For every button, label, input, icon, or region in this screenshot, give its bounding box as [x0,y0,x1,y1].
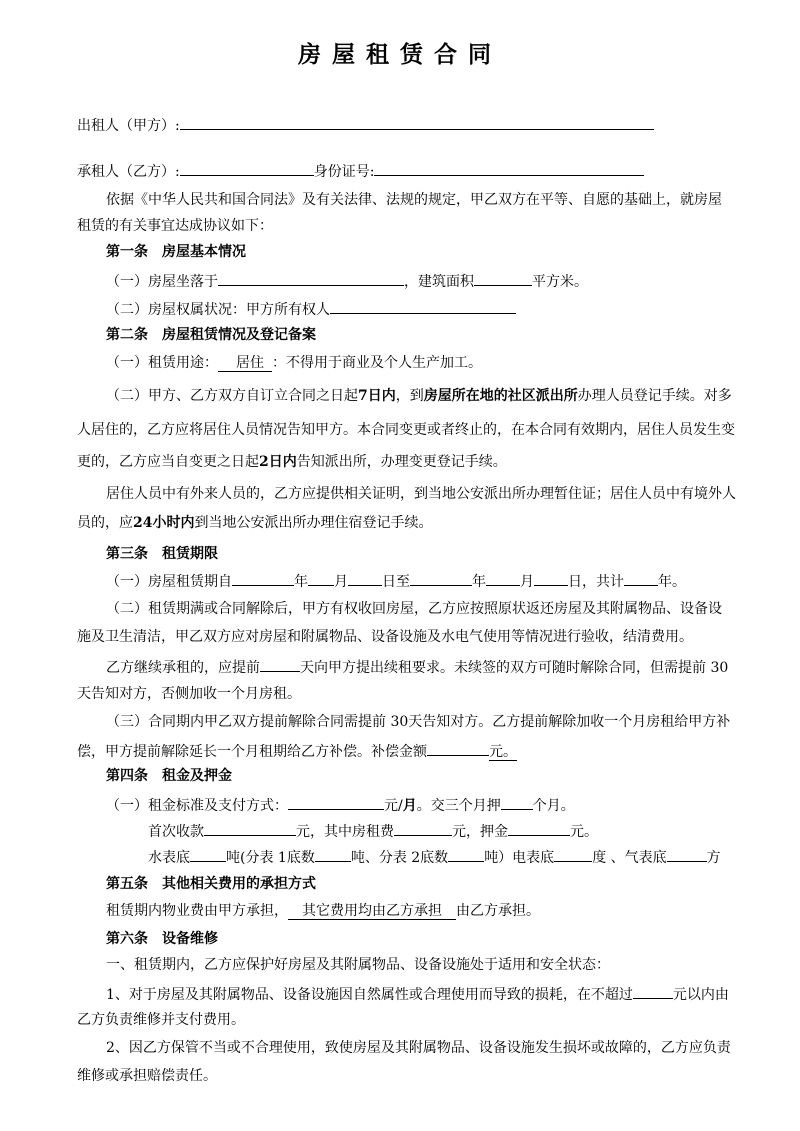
start-day-blank[interactable] [348,570,382,586]
electric-meter-blank[interactable] [554,846,592,862]
article-2-item-2-line-3 [77,452,507,472]
end-day-blank[interactable] [534,570,568,586]
text: ，到 [395,388,424,404]
text: 吨）电表底 [484,850,555,866]
start-year-blank[interactable] [232,570,294,586]
text: 元以内由 [672,987,729,1003]
lessor-label: 出租人（甲方）: [77,118,180,134]
text: 告知派出所，办理变更登记手续。 [296,454,507,470]
location-label: （一）房屋坐落于 [106,274,218,290]
text: 日，共计 [568,574,624,590]
intro-line-1: 依据《中华人民共和国合同法》及有关法律、法规的规定，甲乙双方在平等、自愿的基础上，就房屋 [106,192,722,208]
compensation-blank[interactable] [427,740,489,756]
lessee-line [77,160,644,182]
text: （二）甲方、乙方双方自订立合同之日起 [106,388,358,404]
rent-fee-blank[interactable] [394,820,452,836]
deadline-7-days: 7日内 [358,388,396,404]
text: 元/ [384,798,403,814]
text: 由乙方承担。 [456,903,540,919]
article-4-title: 第四条 租金及押金 [106,768,232,784]
text: 1、对于房屋及其附属物品、设备设施因自然属性或合理使用而导致的损耗，在不超过 [106,987,633,1003]
lessee-blank[interactable] [180,160,314,176]
text: 租赁期内物业费由甲方承担， [106,903,288,919]
article-2-item-2-line-1 [106,386,732,406]
text: 到当地公安派出所办理住宿登记手续。 [194,515,433,531]
text: 日至 [382,574,410,590]
text: 年。 [658,574,686,590]
article-2-item-3-line-2 [77,513,432,533]
text: 首次收款 [148,824,204,840]
article-1-item-1 [106,270,588,292]
deadline-24-hours: 24小时内 [133,515,195,531]
police-station: 房屋所在地的社区派出所 [423,388,578,404]
end-year-blank[interactable] [410,570,472,586]
text: 天向甲方提出续租要求。未续签的双方可随时解除合同，但需提前 30 [300,660,729,676]
repair-limit-blank[interactable] [633,983,673,999]
article-3-item-2-line-4: 天告知对方，否侧加收一个月房租。 [77,686,301,702]
other-fees-value: 其它费用均由乙方承担 [288,903,456,920]
text: 年 [294,574,308,590]
article-3-item-2-line-1: （二）租赁期满或合同解除后，甲方有权收回房屋，乙方应按照原状返还房屋及其附属物品、设备设 [106,601,722,617]
article-2-item-1 [106,353,482,373]
id-label: 身份证号: [313,164,375,180]
page-title: 房屋租赁合同 [298,41,502,68]
article-2-item-3-line-1: 居住人员中有外来人员的，乙方应提供相关证明，到当地公安派出所办理暂住证；居住人员中有境外人 [106,486,736,502]
text: 月 [334,574,348,590]
article-3-item-2-line-3 [106,656,728,678]
article-3-title: 第三条 租赁期限 [106,546,218,562]
article-3-item-1 [106,570,686,592]
lessor-line [77,114,654,136]
text: 。交三个月押 [416,798,501,814]
usage-label: （一）租赁用途： [106,355,218,371]
lessee-label: 承租人（乙方）: [77,164,180,180]
article-2-title: 第二条 房屋租赁情况及登记备案 [106,327,316,343]
area-label: ，建筑面积 [404,274,474,290]
article-2-item-2-line-2: 人居住的，乙方应将居住人员情况告知甲方。本合同变更或者终止的，在本合同有效期内，居住人员发生变 [77,422,735,438]
text: 办理人员登记手续。对多 [577,388,732,404]
text: 个月。 [532,798,575,814]
text: 月 [402,798,417,814]
text: 员的，应 [77,515,133,531]
article-6-item-3-line-1: 2、因乙方保管不当或不合理使用，致使房屋及其附属物品、设备设施发生损坏或故障的，乙方应负责 [106,1040,731,1056]
intro-line-2: 租赁的有关事宜达成协议如下： [77,218,273,234]
start-month-blank[interactable] [308,570,334,586]
text: 吨、分表 2底数 [350,850,449,866]
article-3-item-2-line-2: 施及卫生清洁，甲乙双方应对房屋和附属物品、设备设施及水电气使用等情况进行验收，结清费用。 [77,629,693,645]
article-6-title: 第六条 设备维修 [106,931,218,947]
area-unit: 平方米。 [532,274,588,290]
text: （一）房屋租赁期自 [106,574,232,590]
deposit-blank[interactable] [508,820,570,836]
text: 水表底 [148,850,190,866]
lessor-blank[interactable] [180,114,654,130]
id-blank[interactable] [374,160,644,176]
usage-note: ：不得用于商业及个人生产加工。 [272,355,482,371]
article-6-item-2-line-1 [106,983,729,1005]
article-3-item-3-line-2 [77,740,517,762]
renewal-days-blank[interactable] [260,656,300,672]
text: 吨(分表 1底数 [226,850,315,866]
text: 月 [520,574,534,590]
usage-value: 居住 [218,355,272,372]
total-years-blank[interactable] [624,570,658,586]
text: 度 、气表底 [592,850,667,866]
article-4-item-3 [148,846,721,868]
text: 年 [472,574,486,590]
rent-amount-blank[interactable] [288,794,384,810]
article-3-item-3-line-1: （三）合同期内甲乙双方提前解除合同需提前 30天告知对方。乙方提前解除加收一个月房租给甲方补 [106,714,731,730]
end-month-blank[interactable] [486,570,520,586]
text: 元，其中房租费 [296,824,394,840]
gas-meter-blank[interactable] [667,846,707,862]
article-5-item-1 [106,901,540,921]
article-6-item-3-line-2: 维修或承担赔偿责任。 [77,1068,217,1084]
deadline-2-days: 2日内 [259,454,297,470]
text: 偿，甲方提前解除延长一个月租期给乙方补偿。补偿金额 [77,744,427,760]
submeter-1-blank[interactable] [315,846,351,862]
article-4-item-2 [148,820,598,842]
first-payment-blank[interactable] [204,820,296,836]
article-1-item-2 [106,298,516,320]
area-blank[interactable] [474,270,532,286]
article-1-title: 第一条 房屋基本情况 [106,244,246,260]
article-6-item-2-line-2: 乙方负责维修并支付费用。 [77,1012,245,1028]
text: 元。 [570,824,598,840]
submeter-2-blank[interactable] [448,846,484,862]
text: 元，押金 [452,824,508,840]
text: 方 [706,850,721,866]
article-5-title: 第五条 其他相关费用的承担方式 [106,876,316,892]
text: （一）租金标准及支付方式： [106,798,288,814]
text: 更的，乙方应当自变更之日起 [77,454,259,470]
ownership-label: （二）房屋权属状况：甲方所有权人 [106,302,330,318]
owner-blank[interactable] [330,298,516,314]
article-6-item-1: 一、租赁期内，乙方应保护好房屋及其附属物品、设备设施处于适用和安全状态： [106,957,610,973]
text: 元。 [489,744,517,760]
deposit-months-blank[interactable] [501,794,533,810]
article-4-item-1 [106,794,575,816]
water-meter-blank[interactable] [190,846,226,862]
location-blank[interactable] [218,270,404,286]
text: 乙方继续承租的，应提前 [106,660,260,676]
